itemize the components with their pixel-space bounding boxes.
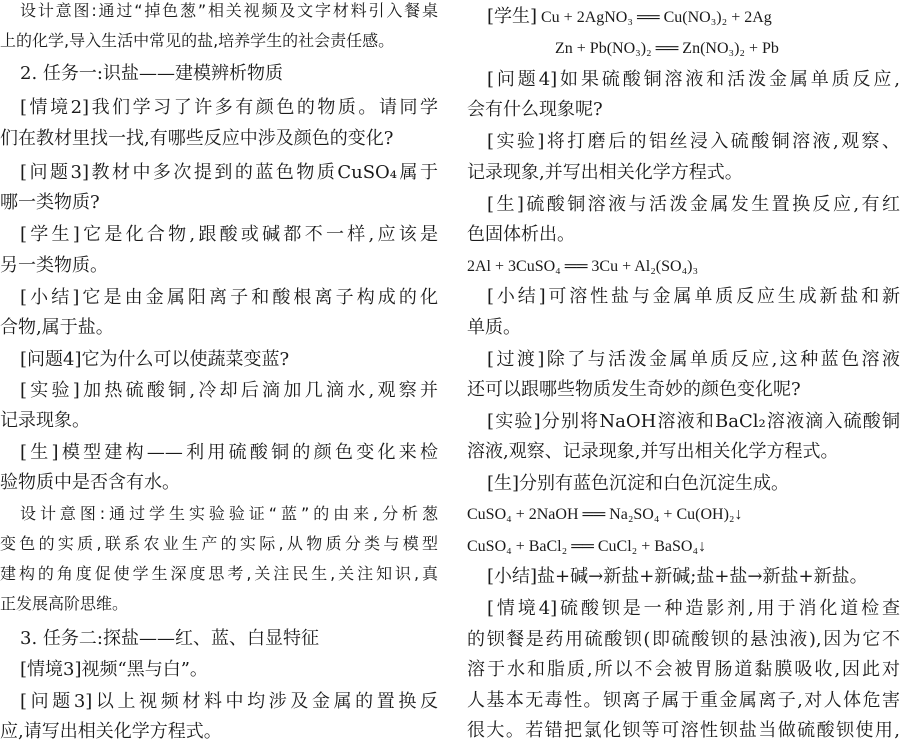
text-line: 色固体析出。 [467,224,575,245]
text-line: [问题3]以上视频材料中均涉及金属的置换反 [20,691,438,712]
text-line: 合物,属于盐。 [0,317,114,338]
text-line: [问题3]教材中多次提到的蓝色物质CuSO₄属于 [20,162,438,183]
text-line: [生]模型建构——利用硫酸铜的颜色变化来检 [20,442,438,463]
text-line: 验物质中是否含有水。 [0,472,180,493]
text-line: 2Al + 3CuSO₄ ══ 3Cu + Al₂(SO₄)₃ [467,258,699,275]
text-line: [实验]分别将NaOH溶液和BaCl₂溶液滴入硫酸铜 [487,411,900,432]
text-line: 3. 任务二:探盐——红、蓝、白显特征 [20,628,319,649]
text-line: [学生]它是化合物,跟酸或碱都不一样,应该是 [20,224,438,245]
text-line: [问题4]如果硫酸铜溶液和活泼金属单质反应, [487,69,900,90]
text-line: 单质。 [467,317,521,338]
text-line: 记录现象,并写出相关化学方程式。 [467,162,743,183]
text-line: 建构的角度促使学生深度思考,关注民生,关注知识,真 [0,564,438,583]
text-line: Cu + 2AgNO₃ ══ Cu(NO₃)₂ + 2Ag [541,9,772,26]
text-line: [实验]加热硫酸铜,冷却后滴加几滴水,观察并 [20,380,438,401]
text-line: 另一类物质。 [0,255,108,276]
text-line: 还可以跟哪些物质发生奇妙的颜色变化呢? [467,379,801,400]
text-line: CuSO₄ + 2NaOH ══ Na₂SO₄ + Cu(OH)₂↓ [467,506,743,523]
text-line: 的钡餐是药用硫酸钡(即硫酸钡的悬浊液),因为它不 [467,629,900,650]
text-line: 哪一类物质? [0,192,100,213]
text-line: 2. 任务一:识盐——建模辨析物质 [20,63,283,84]
text-line: [实验]将打磨后的铝丝浸入硫酸铜溶液,观察、 [487,131,900,152]
text-line: [问题4]它为什么可以使蔬菜变蓝? [20,349,290,370]
text-line: 设计意图:通过学生实验验证“蓝”的由来,分析葱 [20,504,438,523]
text-line: [情境3]视频“黑与白”。 [20,659,208,680]
text-line: [小结]它是由金属阳离子和酸根离子构成的化 [20,287,438,308]
text-line: 们在教材里找一找,有哪些反应中涉及颜色的变化? [0,128,394,149]
text-line: 上的化学,导入生活中常见的盐,培养学生的社会责任感。 [0,31,395,50]
text-line: [生]分别有蓝色沉淀和白色沉淀生成。 [487,473,790,494]
text-line: CuSO₄ + BaCl₂ ══ CuCl₂ + BaSO₄↓ [467,538,707,555]
text-line: [情境2]我们学习了许多有颜色的物质。请同学 [20,97,438,118]
text-line: 溶液,观察、记录现象,并写出相关化学方程式。 [467,441,839,462]
text-line: 记录现象。 [0,410,90,431]
text-line: [生]硫酸铜溶液与活泼金属发生置换反应,有红 [487,194,900,215]
text-line: 人基本无毒性。钡离子属于重金属离子,对人体危害 [467,690,900,711]
text-line: 设计意图:通过“掉色葱”相关视频及文字材料引入餐桌 [20,1,438,20]
text-line: 正发展高阶思维。 [0,594,129,613]
text-line: Zn + Pb(NO₃)₂ ══ Zn(NO₃)₂ + Pb [555,40,779,57]
text-line: [过渡]除了与活泼金属单质反应,这种蓝色溶液 [487,349,900,370]
text-line: 变色的实质,联系农业生产的实际,从物质分类与模型 [0,534,438,553]
text-line: 很大。若错把氯化钡等可溶性钡盐当做硫酸钡使用, [467,720,900,741]
text-line: [学生] [487,6,538,27]
text-line: 会有什么现象呢? [467,99,603,120]
text-line: [小结]盐+碱→新盐+新碱;盐+盐→新盐+新盐。 [487,566,868,587]
text-line: [情境4]硫酸钡是一种造影剂,用于消化道检查 [487,598,900,619]
text-line: [小结]可溶性盐与金属单质反应生成新盐和新 [487,286,900,307]
text-line: 应,请写出相关化学方程式。 [0,721,222,742]
text-line: 溶于水和脂质,所以不会被胃肠道黏膜吸收,因此对 [467,659,900,680]
